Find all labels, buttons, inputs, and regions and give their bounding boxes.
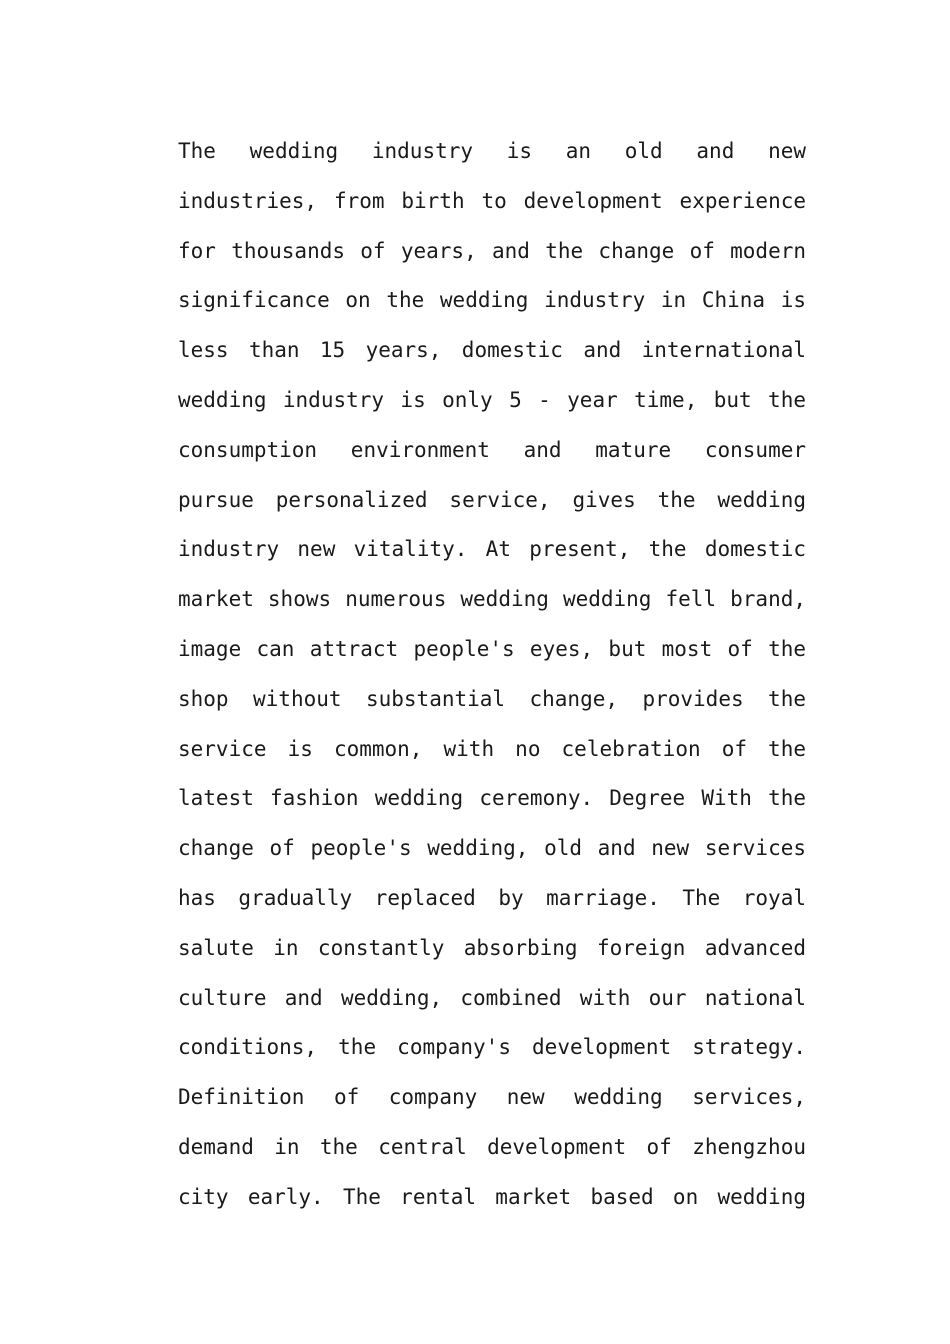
body-paragraph (178, 127, 806, 1223)
paragraph-line: Definition of company new wedding services, (178, 1085, 806, 1110)
paragraph-line: demand in the central development of zhengzhou (178, 1134, 806, 1159)
paragraph-line: market shows numerous wedding wedding fell brand, (178, 587, 806, 612)
paragraph-line: less than 15 years, domestic and international (178, 338, 806, 363)
paragraph-line: pursue personalized service, gives the wedding (178, 487, 806, 512)
paragraph-line: significance on the wedding industry in China is (178, 288, 806, 313)
paragraph-line: consumption environment and mature consumer (178, 437, 806, 462)
paragraph-line: latest fashion wedding ceremony. Degree With the (178, 786, 806, 811)
paragraph-line: change of people's wedding, old and new services (178, 836, 806, 861)
paragraph-line: conditions, the company's development strategy. (178, 1035, 806, 1060)
paragraph-line: city early. The rental market based on wedding (178, 1184, 806, 1209)
paragraph-line: industry new vitality. At present, the domestic (178, 537, 806, 562)
paragraph-line: wedding industry is only 5 - year time, but the (178, 387, 806, 412)
paragraph-line: shop without substantial change, provides the (178, 686, 806, 711)
paragraph-line: The wedding industry is an old and new (178, 139, 806, 163)
paragraph-line: image can attract people's eyes, but most of the (178, 636, 806, 661)
paragraph-line: service is common, with no celebration of the (178, 736, 806, 761)
paragraph-line: culture and wedding, combined with our national (178, 985, 806, 1010)
paragraph-line: salute in constantly absorbing foreign advanced (178, 935, 806, 960)
paragraph-line: has gradually replaced by marriage. The royal (178, 885, 806, 910)
paragraph-line: for thousands of years, and the change of modern (178, 238, 806, 263)
paragraph-line: industries, from birth to development experience (178, 188, 806, 213)
